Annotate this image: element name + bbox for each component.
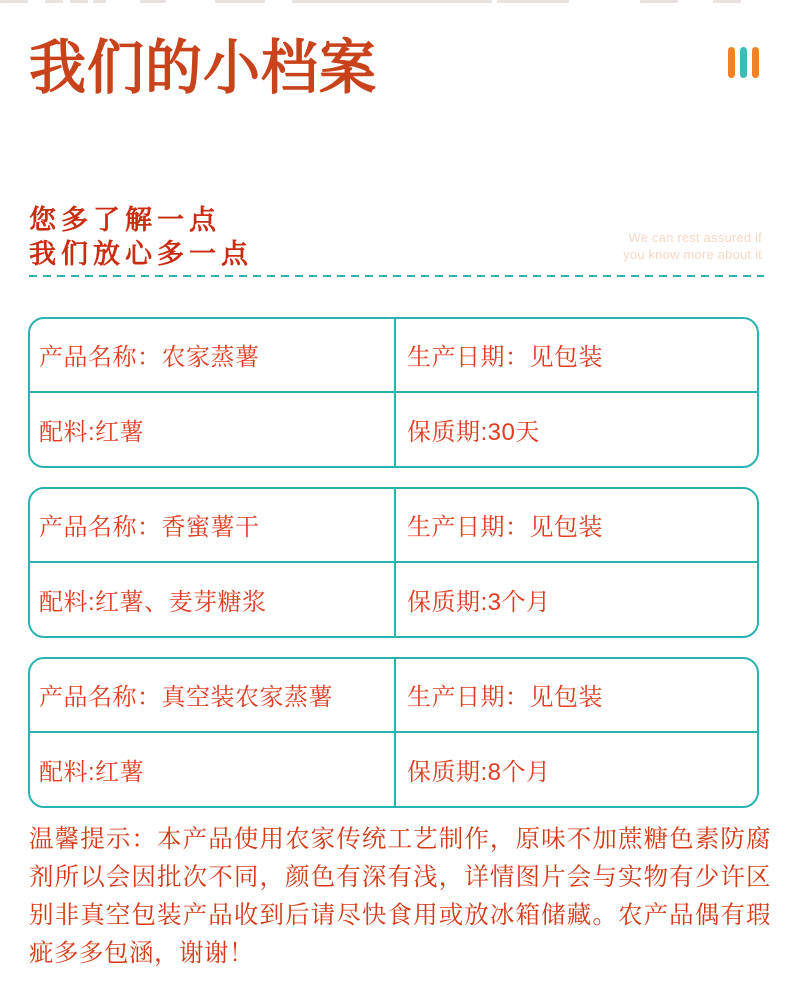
section-title: 我们的小档案 — [29, 35, 377, 102]
production-date-cell: 生产日期：见包装 — [396, 659, 757, 733]
product-info-table-3 — [28, 657, 759, 808]
page-top-cut-fragments — [0, 0, 790, 3]
cut-fragment — [713, 0, 741, 3]
intro-block — [29, 203, 762, 279]
subtitle-line-2: 我们放心多一点 — [29, 239, 253, 269]
cut-fragment — [497, 0, 569, 3]
cut-fragment — [640, 0, 678, 3]
ingredients-cell: 配料:红薯 — [30, 733, 396, 807]
bar-orange-icon — [728, 47, 735, 78]
three-bars-icon — [728, 47, 759, 78]
production-date-cell: 生产日期：见包装 — [396, 319, 757, 393]
subtitle-line-1: 您多了解一点 — [29, 205, 221, 235]
product-name-cell: 产品名称：农家蒸薯 — [30, 319, 396, 393]
cut-fragment — [70, 0, 88, 3]
production-date-cell: 生产日期：见包装 — [396, 489, 757, 563]
cut-fragment — [215, 0, 265, 3]
ingredients-cell: 配料:红薯 — [30, 393, 396, 467]
product-name-cell: 产品名称：香蜜薯干 — [30, 489, 396, 563]
product-info-table-1 — [28, 317, 759, 468]
cut-fragment — [140, 0, 166, 3]
shelf-life-cell: 保质期:3个月 — [407, 588, 551, 616]
product-info-table-2 — [28, 487, 759, 638]
english-caption-line-1: We can rest assured if — [628, 230, 762, 245]
english-caption — [623, 229, 762, 263]
shelf-life-cell: 保质期:8个月 — [407, 758, 551, 786]
shelf-life-cell: 保质期:30天 — [407, 418, 540, 446]
english-caption-line-2: you know more about it — [623, 247, 762, 262]
cut-fragment — [93, 0, 106, 3]
cut-fragment — [45, 0, 63, 3]
cut-fragment — [292, 0, 492, 3]
ingredients-cell: 配料:红薯、麦芽糖浆 — [30, 563, 396, 637]
dashed-divider — [29, 275, 764, 277]
bar-teal-icon — [740, 47, 747, 78]
product-name-cell: 产品名称：真空装农家蒸薯 — [30, 659, 396, 733]
bar-orange-icon — [752, 47, 759, 78]
cut-fragment — [0, 0, 28, 3]
warm-tips-paragraph: 温馨提示：本产品使用农家传统工艺制作，原味不加蔗糖色素防腐剂所以会因批次不同，颜色有深有浅，详情图片会与实物有少许区别非真空包装产品收到后请尽快食用或放冰箱储藏。农产品偶有瑕疵多多包涵，谢谢！ — [29, 826, 771, 967]
